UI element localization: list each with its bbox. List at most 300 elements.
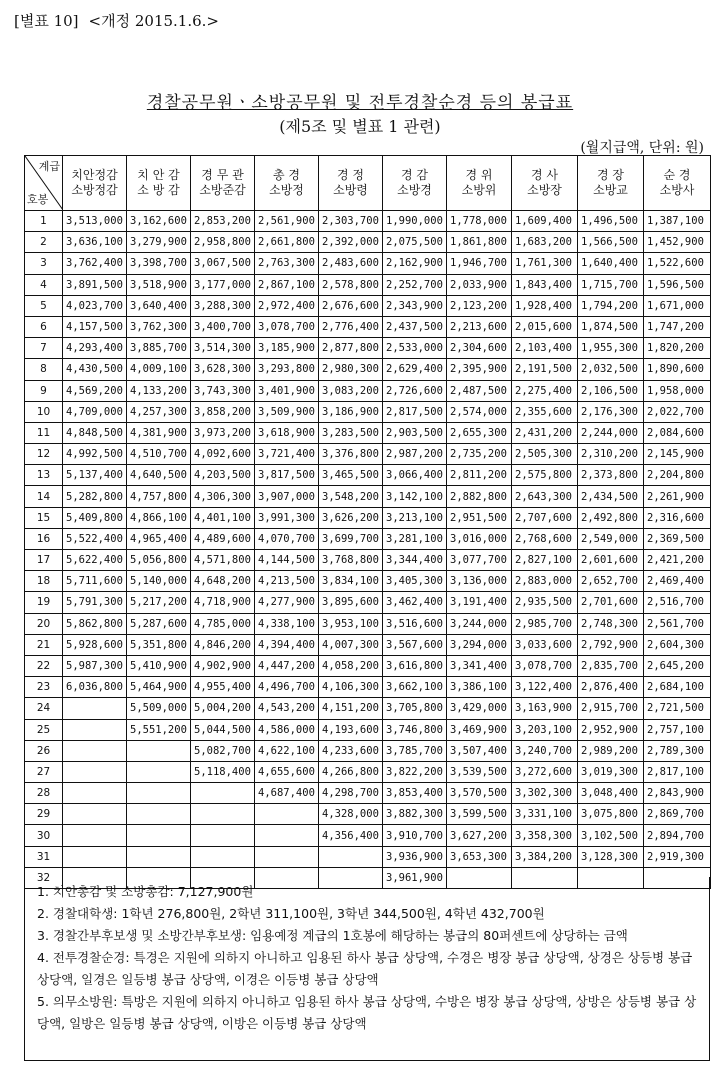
salary-cell: 2,763,300 [255,253,319,274]
column-header-line: 소방정 [269,183,304,197]
step-cell: 19 [25,592,63,613]
salary-cell: 4,447,200 [255,655,319,676]
salary-cell: 2,421,200 [644,550,711,571]
salary-cell: 2,075,500 [383,232,447,253]
step-cell: 13 [25,465,63,486]
salary-cell: 1,955,300 [578,338,644,359]
salary-cell: 5,004,200 [191,698,255,719]
column-header-line: 소방경 [397,183,432,197]
salary-cell: 2,701,600 [578,592,644,613]
table-row [25,804,711,825]
salary-cell: 2,355,600 [512,401,578,422]
step-cell: 12 [25,444,63,465]
salary-cell: 1,990,000 [383,211,447,232]
salary-cell: 2,261,900 [644,486,711,507]
salary-cell: 2,483,600 [319,253,383,274]
salary-cell: 1,890,600 [644,359,711,380]
table-row [25,232,711,253]
salary-table [24,155,711,889]
salary-cell: 2,103,400 [512,338,578,359]
salary-cell: 3,465,500 [319,465,383,486]
salary-cell: 4,846,200 [191,634,255,655]
salary-cell: 3,344,400 [383,550,447,571]
salary-cell: 3,191,400 [447,592,512,613]
table-row [25,211,711,232]
salary-cell: 2,655,300 [447,422,512,443]
salary-cell: 3,507,400 [447,740,512,761]
salary-cell: 3,401,900 [255,380,319,401]
salary-cell: 3,302,300 [512,783,578,804]
salary-cell [191,783,255,804]
salary-cell: 3,019,300 [578,761,644,782]
salary-cell: 4,092,600 [191,444,255,465]
table-row [25,380,711,401]
salary-cell: 2,721,500 [644,698,711,719]
step-cell: 25 [25,719,63,740]
column-header [578,156,644,211]
salary-cell: 4,848,500 [63,422,127,443]
salary-cell: 4,328,000 [319,804,383,825]
salary-cell: 3,429,000 [447,698,512,719]
salary-cell: 3,785,700 [383,740,447,761]
salary-cell: 2,987,200 [383,444,447,465]
salary-cell: 3,509,900 [255,401,319,422]
revision-label: <개정 2015.1.6.> [88,12,219,30]
salary-cell: 2,373,800 [578,465,644,486]
salary-cell: 3,768,800 [319,550,383,571]
table-row [25,295,711,316]
salary-cell: 2,643,300 [512,486,578,507]
salary-cell: 2,275,400 [512,380,578,401]
step-cell: 21 [25,634,63,655]
table-row [25,677,711,698]
table-row [25,825,711,846]
salary-cell: 4,381,900 [127,422,191,443]
step-cell: 1 [25,211,63,232]
salary-cell: 5,140,000 [127,571,191,592]
salary-cell: 1,640,400 [578,253,644,274]
salary-cell: 6,036,800 [63,677,127,698]
salary-cell: 2,652,700 [578,571,644,592]
salary-cell: 3,078,700 [255,316,319,337]
salary-cell: 3,177,000 [191,274,255,295]
salary-cell: 3,016,000 [447,528,512,549]
salary-cell: 4,992,500 [63,444,127,465]
salary-cell [63,698,127,719]
salary-cell: 3,516,600 [383,613,447,634]
salary-cell: 4,785,000 [191,613,255,634]
salary-cell: 4,866,100 [127,507,191,528]
salary-cell: 3,048,400 [578,783,644,804]
salary-cell: 2,811,200 [447,465,512,486]
salary-cell: 3,240,700 [512,740,578,761]
salary-cell: 3,066,400 [383,465,447,486]
salary-cell: 3,244,000 [447,613,512,634]
table-row [25,422,711,443]
salary-cell: 2,505,300 [512,444,578,465]
salary-cell: 3,075,800 [578,804,644,825]
salary-cell: 3,721,400 [255,444,319,465]
salary-cell [191,825,255,846]
salary-cell: 4,203,500 [191,465,255,486]
note-item: 2. 경찰대학생: 1학년 276,800원, 2학년 311,100원, 3학년 344,500원, 4학년 432,700원 [37,906,545,921]
salary-cell: 1,387,100 [644,211,711,232]
column-header [319,156,383,211]
salary-cell: 1,843,400 [512,274,578,295]
salary-cell: 1,946,700 [447,253,512,274]
salary-cell: 2,084,600 [644,422,711,443]
salary-cell: 4,430,500 [63,359,127,380]
salary-cell: 5,056,800 [127,550,191,571]
salary-cell: 4,133,200 [127,380,191,401]
column-header-line: 치 안 감 [137,168,180,182]
salary-cell: 2,882,800 [447,486,512,507]
salary-cell: 5,509,000 [127,698,191,719]
salary-cell: 5,287,600 [127,613,191,634]
salary-cell: 5,928,600 [63,634,127,655]
salary-cell: 4,257,300 [127,401,191,422]
salary-cell: 3,102,500 [578,825,644,846]
salary-cell: 5,862,800 [63,613,127,634]
table-row [25,401,711,422]
salary-cell: 2,549,000 [578,528,644,549]
salary-cell: 3,400,700 [191,316,255,337]
table-row [25,846,711,867]
salary-cell: 1,452,900 [644,232,711,253]
salary-cell: 3,033,600 [512,634,578,655]
table-row [25,444,711,465]
salary-cell: 1,958,000 [644,380,711,401]
salary-cell: 2,877,800 [319,338,383,359]
salary-cell: 3,067,500 [191,253,255,274]
salary-cell: 2,645,200 [644,655,711,676]
note-item: 3. 경찰간부후보생 및 소방간부후보생: 임용예정 계급의 1호봉에 해당하는 봉급의 80퍼센트에 상당하는 금액 [37,928,628,943]
salary-cell: 3,513,000 [63,211,127,232]
note-item: 1. 치안총감 및 소방총감: 7,127,900원 [37,884,254,899]
salary-cell [191,804,255,825]
table-row [25,592,711,613]
salary-cell: 5,791,300 [63,592,127,613]
salary-cell: 4,070,700 [255,528,319,549]
salary-cell: 4,586,000 [255,719,319,740]
step-cell: 30 [25,825,63,846]
salary-cell: 3,991,300 [255,507,319,528]
notes-section [24,877,710,1061]
salary-cell: 3,746,800 [383,719,447,740]
step-cell: 28 [25,783,63,804]
salary-cell: 2,726,600 [383,380,447,401]
salary-cell: 3,405,300 [383,571,447,592]
salary-cell: 2,516,700 [644,592,711,613]
salary-cell: 3,853,400 [383,783,447,804]
salary-cell: 3,570,500 [447,783,512,804]
salary-cell [127,846,191,867]
corner-cell [25,156,63,211]
salary-cell: 3,548,200 [319,486,383,507]
salary-cell: 2,244,000 [578,422,644,443]
salary-cell [127,740,191,761]
salary-cell: 2,776,400 [319,316,383,337]
salary-cell: 4,058,200 [319,655,383,676]
step-cell: 23 [25,677,63,698]
salary-cell: 3,398,700 [127,253,191,274]
salary-cell: 1,861,800 [447,232,512,253]
salary-cell: 4,718,900 [191,592,255,613]
salary-cell: 3,973,200 [191,422,255,443]
salary-cell: 4,965,400 [127,528,191,549]
salary-cell: 4,510,700 [127,444,191,465]
column-header-line: 소방정감 [71,183,118,197]
step-cell: 27 [25,761,63,782]
salary-cell: 2,191,500 [512,359,578,380]
step-cell: 2 [25,232,63,253]
salary-cell: 1,566,500 [578,232,644,253]
salary-cell: 4,338,100 [255,613,319,634]
corner-bottom-label: 호봉 [27,193,49,206]
salary-cell: 3,213,100 [383,507,447,528]
salary-cell: 2,492,800 [578,507,644,528]
salary-cell [127,783,191,804]
step-cell: 10 [25,401,63,422]
salary-cell: 2,817,500 [383,401,447,422]
table-row [25,698,711,719]
column-header-line: 소방령 [333,183,368,197]
column-header-line: 순 경 [663,168,691,182]
salary-cell: 2,735,200 [447,444,512,465]
salary-cell: 4,106,300 [319,677,383,698]
salary-cell: 3,539,500 [447,761,512,782]
column-header [127,156,191,211]
salary-cell: 3,128,300 [578,846,644,867]
salary-cell [319,846,383,867]
salary-cell: 4,655,600 [255,761,319,782]
salary-cell: 2,894,700 [644,825,711,846]
document-subtitle: (제5조 및 별표 1 관련) [279,117,441,136]
salary-cell: 3,822,200 [383,761,447,782]
salary-cell: 3,662,100 [383,677,447,698]
salary-cell: 3,743,300 [191,380,255,401]
salary-cell: 5,351,800 [127,634,191,655]
salary-cell: 4,213,500 [255,571,319,592]
salary-cell: 3,185,900 [255,338,319,359]
step-cell: 32 [25,867,63,888]
salary-cell: 4,157,500 [63,316,127,337]
salary-cell: 2,867,100 [255,274,319,295]
salary-cell: 5,987,300 [63,655,127,676]
table-row [25,338,711,359]
salary-cell: 3,858,200 [191,401,255,422]
salary-cell: 3,895,600 [319,592,383,613]
salary-cell: 2,022,700 [644,401,711,422]
salary-cell: 4,306,300 [191,486,255,507]
salary-cell: 2,883,000 [512,571,578,592]
salary-cell: 3,653,300 [447,846,512,867]
salary-cell: 3,386,100 [447,677,512,698]
salary-cell: 5,410,900 [127,655,191,676]
salary-cell: 3,469,900 [447,719,512,740]
salary-cell: 2,757,100 [644,719,711,740]
salary-cell: 5,409,800 [63,507,127,528]
salary-cell: 2,145,900 [644,444,711,465]
step-cell: 15 [25,507,63,528]
salary-cell: 3,567,600 [383,634,447,655]
column-header-line: 경 장 [597,168,624,182]
salary-cell: 4,144,500 [255,550,319,571]
salary-cell: 2,661,800 [255,232,319,253]
salary-cell: 2,431,200 [512,422,578,443]
table-row [25,571,711,592]
column-header-line: 소 방 감 [137,183,180,197]
salary-cell: 4,151,200 [319,698,383,719]
salary-cell: 2,369,500 [644,528,711,549]
salary-cell [127,804,191,825]
salary-cell: 2,903,500 [383,422,447,443]
salary-cell: 4,489,600 [191,528,255,549]
salary-cell: 2,951,500 [447,507,512,528]
salary-cell: 2,952,900 [578,719,644,740]
salary-cell: 4,640,500 [127,465,191,486]
salary-cell: 3,891,500 [63,274,127,295]
salary-cell [63,825,127,846]
salary-cell: 2,561,900 [255,211,319,232]
table-row [25,761,711,782]
salary-cell: 3,882,300 [383,804,447,825]
salary-cell: 3,910,700 [383,825,447,846]
salary-cell: 3,705,800 [383,698,447,719]
table-header-row [25,156,711,211]
salary-cell: 5,622,400 [63,550,127,571]
salary-cell: 4,709,000 [63,401,127,422]
salary-cell: 3,626,200 [319,507,383,528]
table-row [25,550,711,571]
column-header-line: 소방위 [461,183,497,197]
table-row [25,740,711,761]
salary-cell: 3,083,200 [319,380,383,401]
salary-cell [63,783,127,804]
column-header [63,156,127,211]
salary-cell: 4,277,900 [255,592,319,613]
salary-cell: 3,953,100 [319,613,383,634]
salary-cell: 5,282,800 [63,486,127,507]
salary-cell: 3,358,300 [512,825,578,846]
salary-cell: 3,885,700 [127,338,191,359]
table-row [25,613,711,634]
unit-label: (월지급액, 단위: 원) [580,140,704,156]
salary-cell [255,846,319,867]
salary-cell: 2,437,500 [383,316,447,337]
salary-cell: 3,077,700 [447,550,512,571]
table-row [25,528,711,549]
step-cell: 7 [25,338,63,359]
column-header-line: 경 정 [337,168,364,182]
column-header-line: 경 무 관 [201,168,244,182]
salary-cell [191,846,255,867]
salary-cell: 5,044,500 [191,719,255,740]
salary-cell: 2,935,500 [512,592,578,613]
table-row [25,783,711,804]
column-header-line: 소방준감 [199,183,246,197]
salary-cell: 2,032,500 [578,359,644,380]
salary-cell: 2,392,000 [319,232,383,253]
salary-cell: 3,599,500 [447,804,512,825]
salary-cell: 2,629,400 [383,359,447,380]
salary-cell: 1,874,500 [578,316,644,337]
table-row [25,655,711,676]
salary-cell: 4,543,200 [255,698,319,719]
salary-cell: 2,989,200 [578,740,644,761]
salary-cell: 3,834,100 [319,571,383,592]
table-row [25,359,711,380]
salary-cell: 4,569,200 [63,380,127,401]
salary-cell: 2,252,700 [383,274,447,295]
salary-cell: 3,699,700 [319,528,383,549]
salary-cell: 4,902,900 [191,655,255,676]
salary-cell: 4,023,700 [63,295,127,316]
salary-cell: 1,928,400 [512,295,578,316]
salary-cell: 2,985,700 [512,613,578,634]
salary-cell: 2,578,800 [319,274,383,295]
step-cell: 16 [25,528,63,549]
salary-cell: 3,186,900 [319,401,383,422]
step-cell: 24 [25,698,63,719]
salary-cell: 3,078,700 [512,655,578,676]
salary-cell: 3,514,300 [191,338,255,359]
salary-cell: 2,304,600 [447,338,512,359]
step-cell: 18 [25,571,63,592]
step-cell: 11 [25,422,63,443]
salary-cell [63,740,127,761]
step-cell: 26 [25,740,63,761]
table-row [25,316,711,337]
column-header-line: 경 위 [465,168,493,182]
step-cell: 31 [25,846,63,867]
salary-cell: 1,820,200 [644,338,711,359]
column-header [255,156,319,211]
salary-cell: 2,835,700 [578,655,644,676]
salary-cell: 2,768,600 [512,528,578,549]
step-cell: 8 [25,359,63,380]
salary-cell: 2,980,300 [319,359,383,380]
salary-cell: 3,203,100 [512,719,578,740]
salary-cell: 3,288,300 [191,295,255,316]
salary-cell [255,804,319,825]
table-row [25,465,711,486]
note-item: 4. 전투경찰순경: 특경은 지원에 의하지 아니하고 임용된 하사 봉급 상당액, 수경은 병장 봉급 상당액, 상경은 상등병 봉급상당액, 일경은 일등병 봉급 상당액, 이경은 이등병 봉급 상당액 [37,950,693,987]
salary-cell: 3,331,100 [512,804,578,825]
column-header [447,156,512,211]
corner-top-label: 계급 [38,160,60,173]
salary-cell: 4,193,600 [319,719,383,740]
salary-cell: 3,136,000 [447,571,512,592]
salary-cell: 1,522,600 [644,253,711,274]
salary-cell: 2,176,300 [578,401,644,422]
salary-cell: 2,033,900 [447,274,512,295]
salary-cell: 3,627,200 [447,825,512,846]
salary-cell: 2,213,600 [447,316,512,337]
salary-cell: 2,817,100 [644,761,711,782]
salary-cell [63,804,127,825]
salary-cell: 2,574,000 [447,401,512,422]
salary-cell: 5,522,400 [63,528,127,549]
salary-cell: 4,571,800 [191,550,255,571]
salary-cell: 2,792,900 [578,634,644,655]
salary-cell: 2,707,600 [512,507,578,528]
salary-cell: 3,618,900 [255,422,319,443]
salary-cell: 3,142,100 [383,486,447,507]
salary-cell: 5,711,600 [63,571,127,592]
salary-cell: 1,683,200 [512,232,578,253]
column-header-line: 소방교 [593,183,628,197]
